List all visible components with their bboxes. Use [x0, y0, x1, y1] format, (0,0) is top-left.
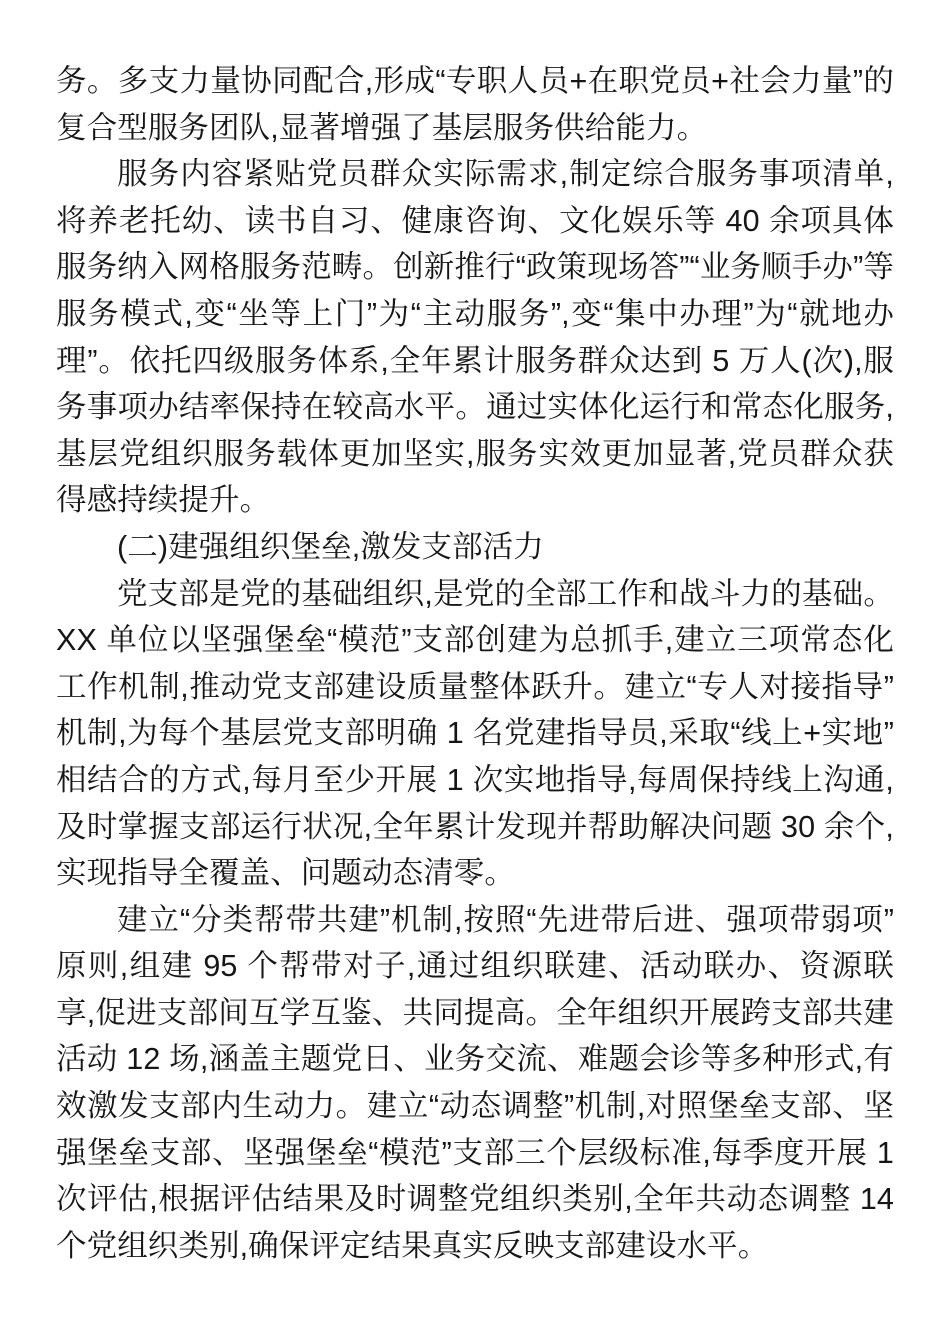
section-heading-build-strong-organization: (二)建强组织堡垒,激发支部活力: [117, 529, 544, 564]
paragraph-service-team-continuation: 务。多支力量协同配合,形成“专职人员+在职党员+社会力量”的复合型服务团队,显著增强了基层服务供给能力。: [56, 64, 894, 145]
paragraph-branch-foundation: 党支部是党的基础组织,是党的全部工作和战斗力的基础。XX 单位以坚强堡垒“模范”支部创建为总抓手,建立三项常态化工作机制,推动党支部建设质量整体跃升。建立“专人对接指导”机制,为每个基层党支部明确 1 名党建指导员,采取“线上+实地”相结合的方式,每月至少开展 1 次实地指导,每周保持线上沟通,及时掌握支部运行状况,全年累计发现并帮助解决问题 30 余个,实现指导全覆盖、问题动态清零。: [56, 576, 894, 891]
page-text-column: [56, 58, 894, 1269]
paragraph-service-content: 服务内容紧贴党员群众实际需求,制定综合服务事项清单,将养老托幼、读书自习、健康咨询、文化娱乐等 40 余项具体服务纳入网格服务范畴。创新推行“政策现场答”“业务顺手办”等服务模式,变“坐等上门”为“主动服务”,变“集中办理”为“就地办理”。依托四级服务体系,全年累计服务群众达到 5 万人(次),服务事项办结率保持在较高水平。通过实体化运行和常态化服务,基层党组织服务载体更加坚实,服务实效更加显著,党员群众获得感持续提升。: [56, 157, 894, 518]
paragraph-classified-pairing-mechanism: 建立“分类帮带共建”机制,按照“先进带后进、强项带弱项”原则,组建 95 个帮带对子,通过组织联建、活动联办、资源联享,促进支部间互学互鉴、共同提高。全年组织开展跨支部共建活动 12 场,涵盖主题党日、业务交流、难题会诊等多种形式,有效激发支部内生动力。建立“动态调整”机制,对照堡垒支部、坚强堡垒支部、坚强堡垒“模范”支部三个层级标准,每季度开展 1 次评估,根据评估结果及时调整党组织类别,全年共动态调整 14 个党组织类别,确保评定结果真实反映支部建设水平。: [56, 902, 894, 1263]
